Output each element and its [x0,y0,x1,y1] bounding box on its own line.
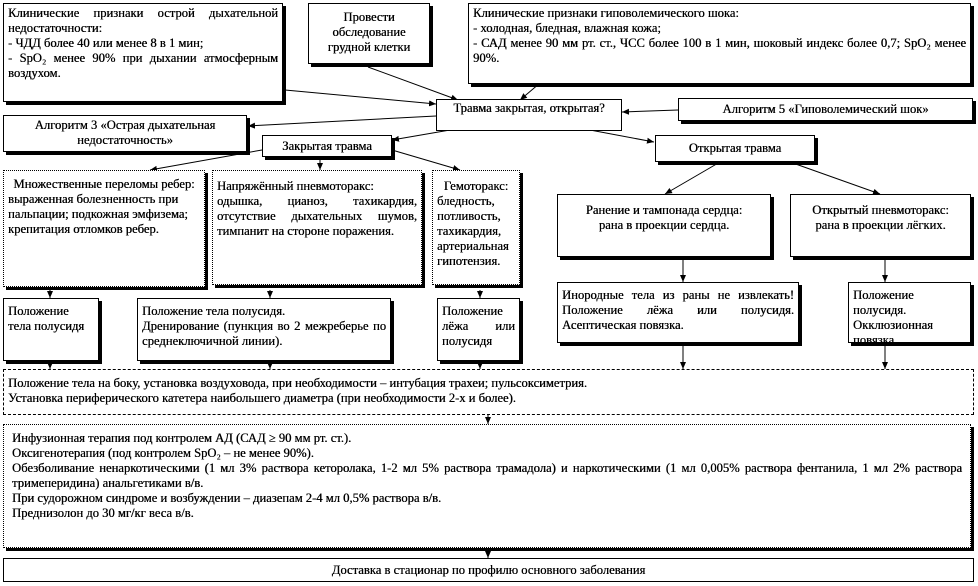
box-foreign-bodies [557,282,799,343]
arrow-resp-to-question [285,90,436,104]
position-lying-text: Положение лёжа или полусидя [442,304,515,348]
arrow-question-to-algo3 [248,116,436,126]
position-semi-sitting-text: Положение тела полусидя [8,304,85,333]
box-open-pneumothorax [790,194,971,257]
therapy-line-4: При судорожном синдроме и возбуждении – диазепам 2-4 мл 0,5% раствора в/в. [12,491,442,505]
box-chest-exam [308,3,430,64]
general-measures-line-1: Положение тела на боку, установка воздуховода, при необходимости – интубация трахеи; пульсоксиметрия. [8,376,587,390]
hemothorax-body: бледность, потливость, тахикардия, артериальная гипотензия. [437,194,509,268]
box-rib-fractures [3,170,205,287]
algorithm-3-text: Алгоритм 3 «Острая дыхательная недостаточность» [34,118,216,147]
resp-signs-title: Клинические признаки острой дыхательной недостаточности: [8,6,278,35]
delivery-text: Доставка в стационар по профилю основного заболевания [331,563,646,577]
position-drainage-line-1: Положение тела полусидя. [142,304,286,318]
heart-wound-body: рана в проекции сердца. [598,218,730,232]
shock-signs-title: Клинические признаки гиповолемического шока: [473,6,739,20]
occlusive-dressing-text: Положение полусидя. Окклюзионная повязка. [853,288,933,347]
therapy-line-5: Преднизолон до 30 мг/кг веса в/в. [12,506,194,520]
arrow-closed-to-ribs [150,150,262,170]
box-hemothorax [432,170,520,285]
box-heart-wound [557,194,771,257]
general-measures-line-2: Установка периферического катетера наибольшего диаметра (при необходимости 2-х и более). [8,391,516,405]
open-trauma-text: Открытая травма [688,141,782,155]
box-delivery [3,558,974,582]
box-tension-pneumothorax [212,170,422,285]
tension-pneumothorax-body: одышка, цианоз, тахикардия, отсутствие дыхательных шумов, тимпанит на стороне поражения. [217,194,417,238]
therapy-line-3: Обезболивание ненаркотическими (1 мл 3% раствора кеторолака, 1-2 мл 5% раствора трамадола) и наркотическими (1 мл 0,005% раствора фентанила, 1 мл 2% раствора тримеперидина) анальгетиками в/в. [12,461,962,490]
foreign-bodies-text: Инородные тела из раны не извлекать! Положение лёжа или полусидя. Асептическая повязка. [562,288,794,332]
box-general-measures [3,369,974,415]
arrow-open-to-heart [665,162,720,194]
resp-signs-line-2: - SpO₂ менее 90% при дыхании атмосферным воздухом. [8,51,278,80]
position-drainage-line-2: Дренирование (пункция во 2 межреберье по среднеключичной линии). [142,319,386,348]
box-therapy [3,424,971,548]
box-closed-trauma [262,135,392,157]
box-shock-signs [468,3,971,84]
rib-fractures-body: выраженная болезненность при пальпации; подкожная эмфизема; крепитация отломков ребер. [8,192,188,236]
box-respiratory-signs [3,3,283,102]
chest-exam-text: Провести обследование грудной клетки [327,10,411,54]
arrow-question-to-closed [392,130,450,140]
closed-trauma-text: Закрытая травма [282,139,372,153]
box-occlusive-dressing [848,282,971,347]
shock-signs-line-1: - холодная, бледная, влажная кожа; [473,21,661,35]
rib-fractures-title: Множественные переломы ребер: [13,177,195,191]
hemothorax-title: Гемоторакс: [443,179,509,193]
box-position-semi-sitting [3,298,99,361]
tension-pneumothorax-title: Напряжённый пневмоторакс: [217,179,374,193]
open-pneumothorax-body: рана в проекции лёгких. [815,218,946,232]
box-position-drainage [137,298,391,361]
therapy-line-1: Инфузионная терапия под контролем АД (САД ≥ 90 мм рт. ст.). [12,431,352,445]
arrow-exam-to-question [368,67,458,100]
trauma-question-text: Травма закрытая, открытая? [453,101,605,115]
arrow-closed-to-hemo [392,150,460,170]
box-position-lying [437,298,520,361]
box-open-trauma [655,135,815,162]
algorithm-5-text: Алгоритм 5 «Гиповолемический шок» [722,102,929,116]
open-pneumothorax-title: Открытый пневмоторакс: [812,203,949,217]
shock-signs-line-2: - САД менее 90 мм рт. ст., ЧСС более 100 в 1 мин, шоковый индекс более 0,7; SpO₂ менее 90%. [473,36,966,65]
therapy-line-2: Оксигенотерапия (под контролем SpO₂ – не менее 90%). [12,446,314,460]
arrow-question-to-open [590,130,654,142]
arrow-shock-to-question [520,83,540,100]
box-algorithm-3 [3,115,247,152]
arrow-algo5-to-question [622,110,678,112]
box-trauma-question [436,99,622,131]
arrow-open-to-openpneumo [790,162,880,194]
box-algorithm-5 [678,98,973,121]
resp-signs-line-1: - ЧДД более 40 или менее 8 в 1 мин; [8,36,204,50]
heart-wound-title: Ранение и тампонада сердца: [585,203,743,217]
